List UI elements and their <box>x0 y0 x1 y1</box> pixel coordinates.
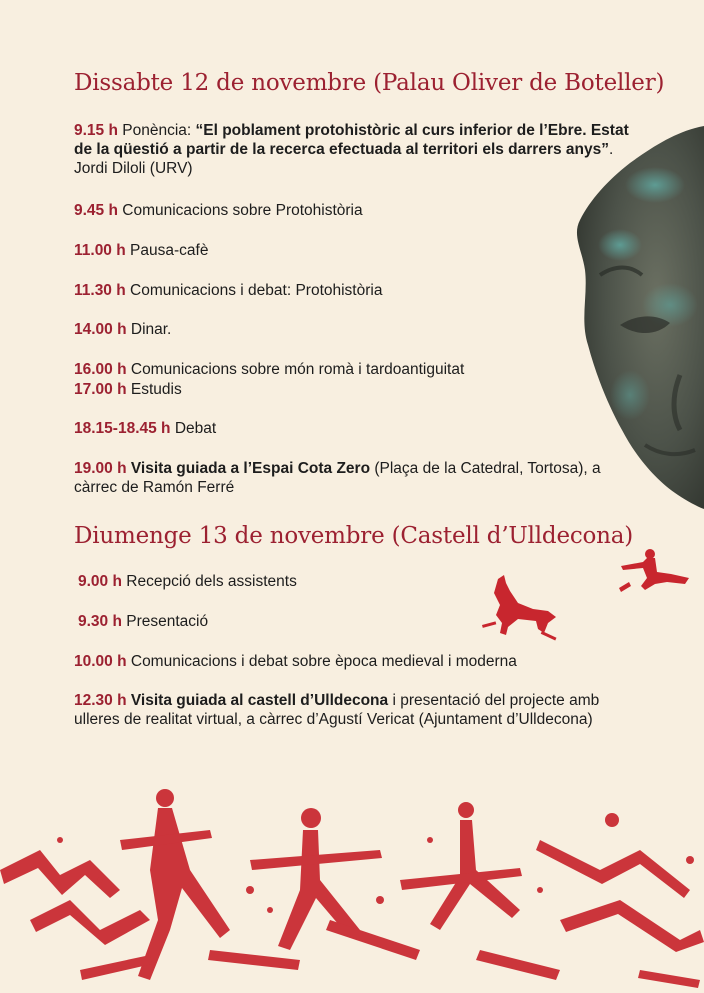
entry-visit-details: (Plaça de la Catedral, Tortosa), a càrrec de Ramón Ferré <box>74 460 601 496</box>
sunday-title: Diumenge 13 de novembre (Castell d’Ulldecona) <box>74 523 634 549</box>
entry-saturday-1815 <box>74 419 216 438</box>
entry-text: Presentació <box>121 613 209 630</box>
entry-prefix: Ponència: <box>117 122 196 139</box>
entry-time: 14.00 h <box>74 321 127 338</box>
entry-time: 16.00 h <box>74 361 127 378</box>
entry-time: 12.30 h <box>74 692 127 709</box>
entry-text: Comunicacions i debat: Protohistòria <box>125 282 383 299</box>
saturday-title: Dissabte 12 de novembre (Palau Oliver de Boteller) <box>74 70 665 96</box>
entry-text: Dinar. <box>126 321 172 338</box>
entry-visit-title: Visita guiada a l’Espai Cota Zero <box>126 460 371 477</box>
entry-text: Comunicacions sobre Protohistòria <box>117 202 363 219</box>
entry-visit-details: i presentació del projecte amb ulleres de realitat virtual, a càrrec d’Agustí Vericat (Ajuntament d’Ulldecona) <box>74 692 600 728</box>
entry-text: Pausa-cafè <box>125 242 209 259</box>
entry-saturday-1100 <box>74 241 208 260</box>
entry-visit-title: Visita guiada al castell d’Ulldecona <box>126 692 389 709</box>
rock-art-rider-figure <box>615 548 695 598</box>
entry-time: 9.15 h <box>74 122 118 139</box>
entry-sunday-1230 <box>74 691 640 729</box>
entry-sunday-1000 <box>74 652 517 671</box>
entry-time: 9.30 h <box>78 613 122 630</box>
entry-time: 11.30 h <box>74 282 126 299</box>
entry-text: Comunicacions sobre món romà i tardoantiguitat <box>126 361 465 378</box>
entry-time: 9.45 h <box>74 202 118 219</box>
entry-text: Debat <box>170 420 217 437</box>
entry-time: 11.00 h <box>74 242 126 259</box>
entry-talk-title: “El poblament protohistòric al curs inferior de l’Ebre. Estat de la qüestió a partir de la recerca efectuada al territori els darrers anys” <box>74 122 629 158</box>
entry-saturday-1700 <box>74 380 182 399</box>
entry-time: 19.00 h <box>74 460 127 477</box>
entry-time: 10.00 h <box>74 653 127 670</box>
entry-saturday-0915 <box>74 121 646 178</box>
entry-saturday-0945 <box>74 201 363 220</box>
entry-time: 18.15-18.45 h <box>74 420 171 437</box>
entry-saturday-1130 <box>74 281 382 300</box>
entry-saturday-1900 <box>74 459 634 497</box>
entry-time: 17.00 h <box>74 381 127 398</box>
rock-art-figures-band <box>0 780 704 993</box>
entry-saturday-1600 <box>74 360 464 379</box>
entry-sunday-0900 <box>78 572 297 591</box>
entry-sunday-0930 <box>78 612 208 631</box>
entry-speaker: . Jordi Diloli (URV) <box>74 141 614 177</box>
entry-text: Comunicacions i debat sobre època medieval i moderna <box>126 653 517 670</box>
entry-saturday-1400 <box>74 320 171 339</box>
entry-text: Estudis <box>126 381 182 398</box>
rock-art-goat-figure <box>478 575 568 647</box>
entry-time: 9.00 h <box>78 573 122 590</box>
entry-text: Recepció dels assistents <box>121 573 297 590</box>
